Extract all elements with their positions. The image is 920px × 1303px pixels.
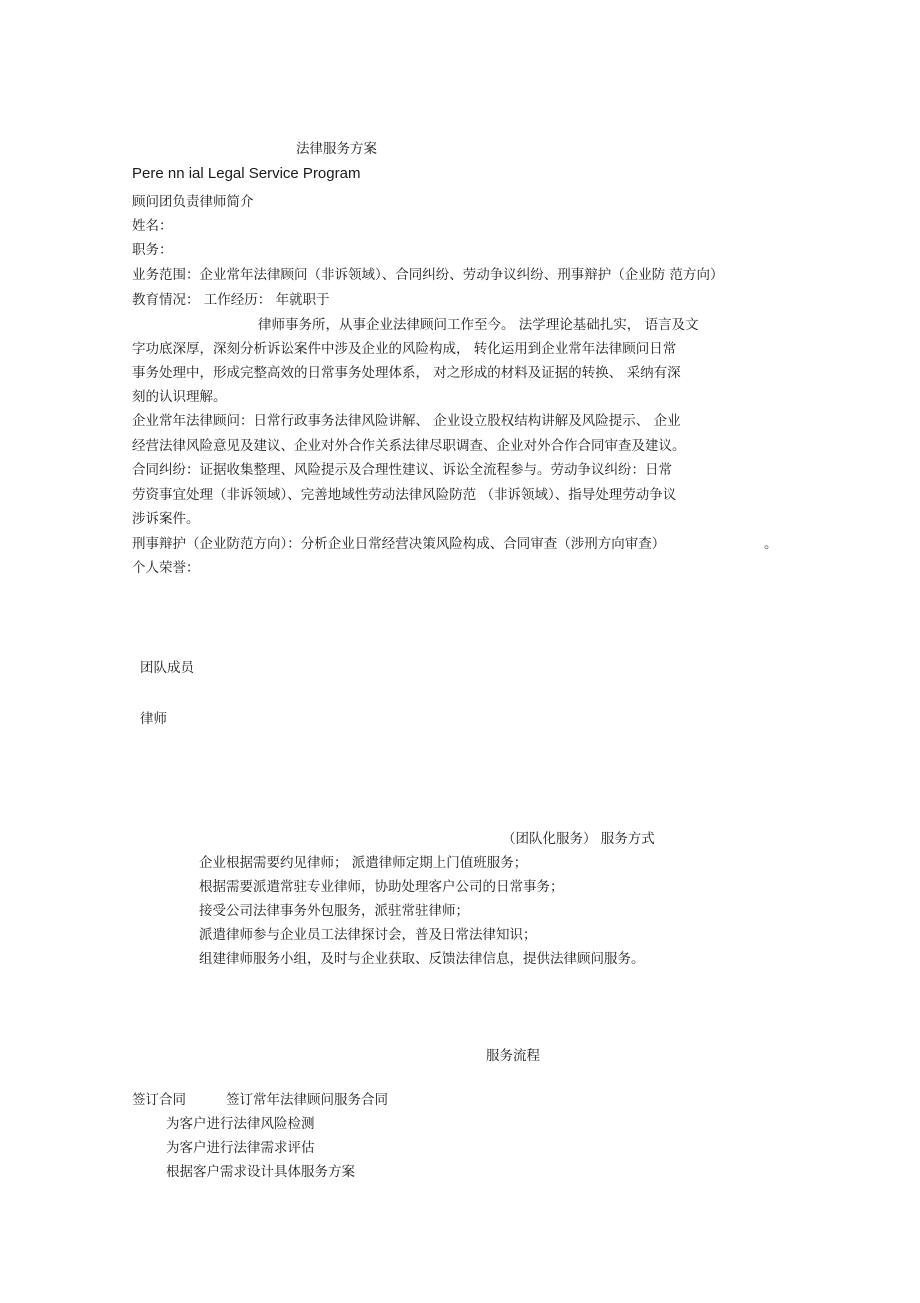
honors-label: 个人荣誉： xyxy=(132,560,200,576)
advisor-line: 经营法律风险意见及建议、企业对外合作关系法律尽职调查、企业对外合作合同审查及建议。 xyxy=(132,438,686,454)
process-substep: 为客户进行法律需求评估 xyxy=(166,1140,315,1156)
business-scope: 业务范围：企业常年法律顾问（非诉领域）、合同纠纷、劳动争议纠纷、刑事辩护（企业防 范方向） xyxy=(132,267,724,283)
service-mode-item: 组建律师服务小组，及时与企业获取、反馈法律信息，提供法律顾问服务。 xyxy=(199,951,645,967)
service-mode-heading: （团队化服务） 服务方式 xyxy=(502,831,655,847)
team-heading: 团队成员 xyxy=(140,660,194,676)
lawyer-label: 律师 xyxy=(140,711,167,727)
service-mode-item: 企业根据需要约见律师； 派遣律师定期上门值班服务； xyxy=(199,855,528,871)
process-substep: 根据客户需求设计具体服务方案 xyxy=(166,1164,355,1180)
experience-line: 事务处理中，形成完整高效的日常事务处理体系， 对之形成的材料及证据的转换、 采纳有深 xyxy=(132,365,681,381)
experience-line: 字功底深厚，深刻分析诉讼案件中涉及企业的风险构成， 转化运用到企业常年法律顾问日常 xyxy=(132,341,677,357)
service-mode-item: 派遣律师参与企业员工法律探讨会，普及日常法律知识； xyxy=(199,927,537,943)
service-mode-item: 接受公司法律事务外包服务，派驻常驻律师； xyxy=(199,903,469,919)
english-subtitle: Pere nn ial Legal Service Program xyxy=(132,165,361,182)
document-title: 法律服务方案 xyxy=(296,141,377,157)
service-mode-item: 根据需要派遣常驻专业律师，协助处理客户公司的日常事务； xyxy=(199,879,564,895)
contract-line: 涉诉案件。 xyxy=(132,511,200,527)
process-heading: 服务流程 xyxy=(486,1048,540,1064)
name-label: 姓名： xyxy=(132,218,173,234)
advisor-line: 企业常年法律顾问：日常行政事务法律风险讲解、 企业设立股权结构讲解及风险提示、 企业 xyxy=(132,413,681,429)
experience-line: 刻的认识理解。 xyxy=(132,389,227,405)
criminal-defense-period: 。 xyxy=(764,536,778,552)
process-step-label: 签订合同 xyxy=(132,1092,186,1108)
experience-line: 律师事务所，从事企业法律顾问工作至今。 法学理论基础扎实， 语言及文 xyxy=(258,317,699,333)
position-label: 职务： xyxy=(132,242,173,258)
contract-line: 劳资事宜处理（非诉领域）、完善地域性劳动法律风险防范 （非诉领域）、指导处理劳动争议 xyxy=(132,487,677,503)
contract-line: 合同纠纷：证据收集整理、风险提示及合理性建议、诉讼全流程参与。劳动争议纠纷：日常 xyxy=(132,462,672,478)
bio-heading: 顾问团负责律师简介 xyxy=(132,194,254,210)
criminal-defense-line: 刑事辩护（企业防范方向）：分析企业日常经营决策风险构成、合同审查（涉刑方向审查） xyxy=(132,536,666,552)
education-experience: 教育情况： 工作经历： 年就职于 xyxy=(132,292,330,308)
process-step-detail: 签订常年法律顾问服务合同 xyxy=(226,1092,388,1108)
process-substep: 为客户进行法律风险检测 xyxy=(166,1116,315,1132)
